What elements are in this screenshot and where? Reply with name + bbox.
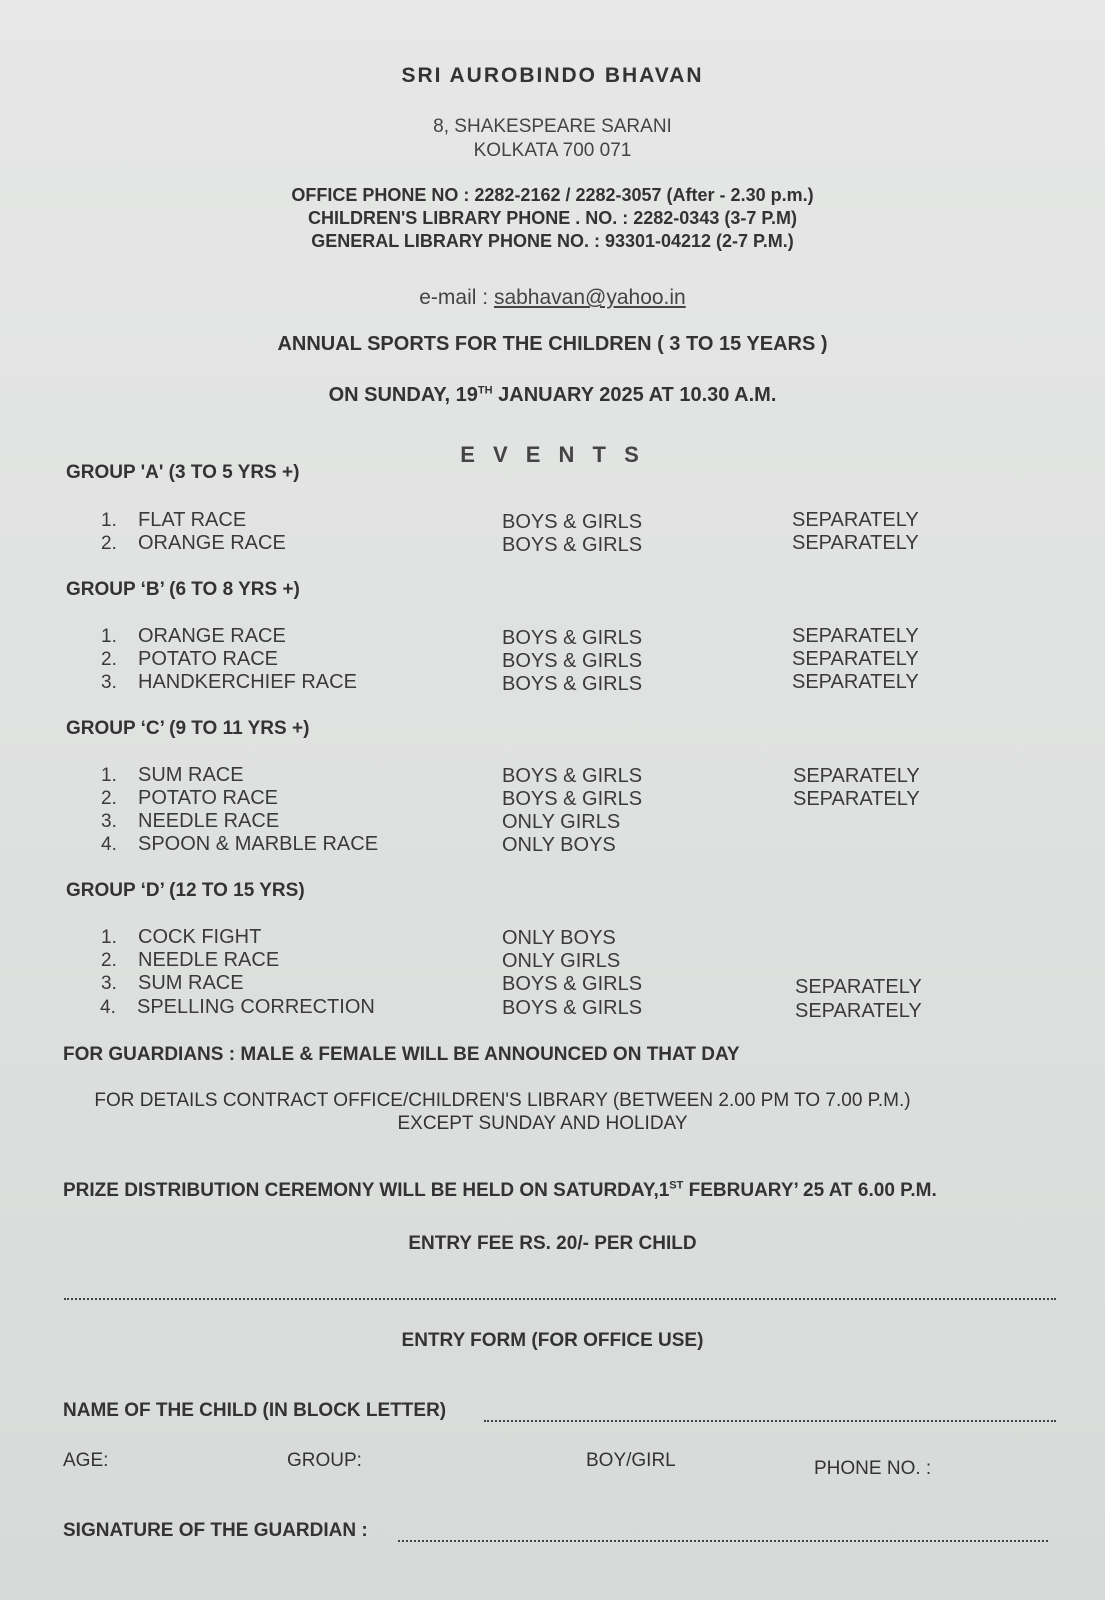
- email-label: e-mail :: [419, 286, 494, 309]
- events-heading: E V E N T S: [460, 442, 645, 467]
- phone-label: PHONE NO. :: [814, 1458, 932, 1479]
- event-number: 1.: [101, 765, 117, 786]
- event-participants: ONLY BOYS: [502, 927, 616, 949]
- organization-title: SRI AUROBINDO BHAVAN: [401, 64, 704, 87]
- address-line-2: KOLKATA 700 071: [473, 140, 632, 161]
- address-line-1: 8, SHAKESPEARE SARANI: [433, 116, 672, 137]
- event-name: FLAT RACE: [138, 509, 247, 531]
- event-name: SPOON & MARBLE RACE: [138, 833, 379, 855]
- details-note-line-1: FOR DETAILS CONTRACT OFFICE/CHILDREN'S LIBRARY (BETWEEN 2.00 PM TO 7.00 P.M.): [94, 1090, 911, 1111]
- child-name-label: NAME OF THE CHILD (IN BLOCK LETTER): [63, 1400, 447, 1421]
- event-name: SUM RACE: [138, 972, 244, 994]
- event-mode: SEPARATELY: [793, 765, 920, 787]
- child-name-field[interactable]: [484, 1420, 1056, 1422]
- entry-form-title: ENTRY FORM (FOR OFFICE USE): [401, 1330, 704, 1351]
- event-date: [0, 384, 1105, 407]
- event-mode: SEPARATELY: [795, 976, 922, 998]
- event-number: 2.: [101, 533, 117, 554]
- event-name: POTATO RACE: [138, 648, 279, 670]
- event-participants: ONLY BOYS: [502, 834, 616, 856]
- announcement-title: ANNUAL SPORTS FOR THE CHILDREN ( 3 TO 15 YEARS ): [277, 333, 828, 355]
- event-participants: BOYS & GIRLS: [502, 997, 643, 1019]
- age-label: AGE:: [63, 1450, 109, 1471]
- email-link[interactable]: sabhavan@yahoo.in: [493, 286, 686, 309]
- event-name: POTATO RACE: [138, 787, 279, 809]
- event-participants: BOYS & GIRLS: [502, 765, 643, 787]
- event-mode: SEPARATELY: [795, 1000, 922, 1022]
- group-label: GROUP:: [287, 1450, 362, 1471]
- event-mode: SEPARATELY: [792, 671, 919, 693]
- event-name: NEEDLE RACE: [138, 949, 280, 971]
- prize-note-pre: PRIZE DISTRIBUTION CEREMONY WILL BE HELD ON SATURDAY,1: [63, 1180, 670, 1201]
- event-mode: SEPARATELY: [793, 788, 920, 810]
- prize-distribution-note: [63, 1180, 937, 1202]
- prize-note-sup: ST: [669, 1179, 684, 1192]
- general-library-phone: GENERAL LIBRARY PHONE NO. : 93301-04212 (2-7 P.M.): [311, 231, 794, 251]
- event-participants: BOYS & GIRLS: [502, 627, 643, 649]
- event-number: 1.: [101, 626, 117, 647]
- event-participants: BOYS & GIRLS: [502, 788, 643, 810]
- event-name: COCK FIGHT: [138, 926, 262, 948]
- email-line: [0, 286, 1105, 310]
- cut-line-divider: [64, 1298, 1056, 1300]
- guardian-signature-field[interactable]: [398, 1540, 1048, 1542]
- event-mode: SEPARATELY: [792, 648, 919, 670]
- event-number: 3.: [101, 973, 117, 994]
- event-number: 3.: [101, 811, 117, 832]
- details-note-line-2: EXCEPT SUNDAY AND HOLIDAY: [397, 1113, 688, 1134]
- event-date-sup: TH: [477, 384, 493, 397]
- entry-fee: ENTRY FEE RS. 20/- PER CHILD: [408, 1233, 697, 1254]
- childrens-library-phone: CHILDREN'S LIBRARY PHONE . NO. : 2282-0343 (3-7 P.M): [307, 208, 798, 228]
- gender-label: BOY/GIRL: [586, 1450, 676, 1471]
- event-number: 4.: [100, 997, 116, 1018]
- event-name: NEEDLE RACE: [138, 810, 280, 832]
- guardians-note: FOR GUARDIANS : MALE & FEMALE WILL BE ANNOUNCED ON THAT DAY: [63, 1044, 740, 1065]
- event-mode: SEPARATELY: [792, 509, 919, 531]
- event-number: 2.: [101, 950, 117, 971]
- event-number: 2.: [101, 649, 117, 670]
- event-mode: SEPARATELY: [792, 625, 919, 647]
- event-participants: ONLY GIRLS: [502, 811, 621, 833]
- event-participants: BOYS & GIRLS: [502, 973, 643, 995]
- event-number: 1.: [101, 927, 117, 948]
- event-participants: ONLY GIRLS: [502, 950, 621, 972]
- event-participants: BOYS & GIRLS: [502, 534, 643, 556]
- event-name: ORANGE RACE: [138, 625, 286, 647]
- event-name: ORANGE RACE: [138, 532, 286, 554]
- event-participants: BOYS & GIRLS: [502, 673, 643, 695]
- event-name: SUM RACE: [138, 764, 244, 786]
- event-number: 3.: [101, 672, 117, 693]
- group-d-title: GROUP ‘D’ (12 TO 15 YRS): [66, 880, 305, 901]
- event-name: SPELLING CORRECTION: [137, 996, 375, 1018]
- event-date-post: JANUARY 2025 AT 10.30 A.M.: [492, 384, 777, 406]
- event-mode: SEPARATELY: [792, 532, 919, 554]
- event-date-pre: ON SUNDAY, 19: [328, 384, 478, 406]
- group-b-title: GROUP ‘B’ (6 TO 8 YRS +): [66, 579, 300, 600]
- event-participants: BOYS & GIRLS: [502, 511, 643, 533]
- event-name: HANDKERCHIEF RACE: [138, 671, 357, 693]
- group-a-title: GROUP 'A' (3 TO 5 YRS +): [66, 462, 300, 483]
- event-number: 2.: [101, 788, 117, 809]
- guardian-signature-label: SIGNATURE OF THE GUARDIAN :: [63, 1520, 368, 1541]
- group-c-title: GROUP ‘C’ (9 TO 11 YRS +): [66, 718, 310, 739]
- office-phone: OFFICE PHONE NO : 2282-2162 / 2282-3057 (After - 2.30 p.m.): [291, 185, 814, 205]
- event-number: 4.: [101, 834, 117, 855]
- event-number: 1.: [101, 510, 117, 531]
- event-participants: BOYS & GIRLS: [502, 650, 643, 672]
- prize-note-post: FEBRUARY’ 25 AT 6.00 P.M.: [683, 1180, 937, 1201]
